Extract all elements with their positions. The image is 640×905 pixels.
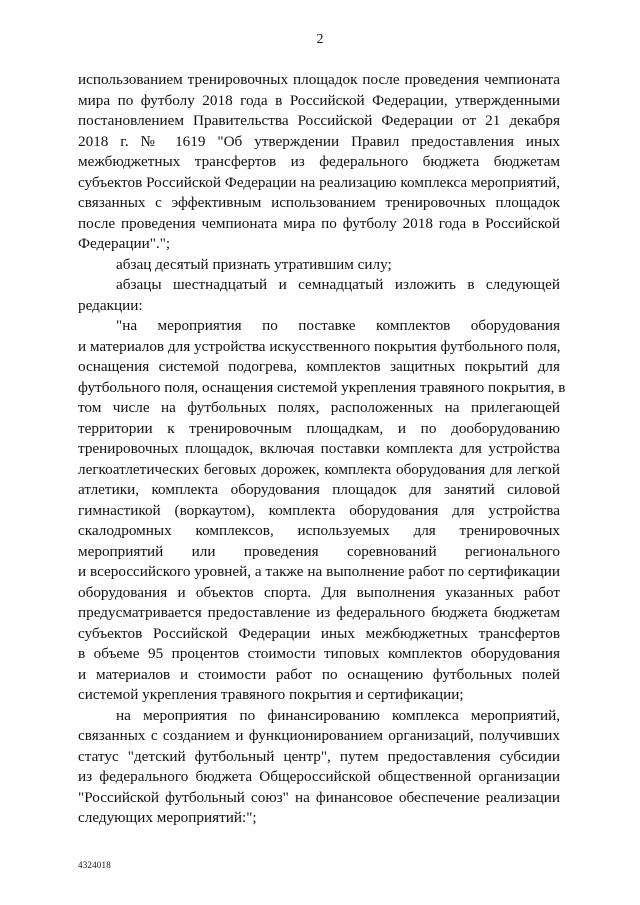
text-line: следующих мероприятий:";	[78, 809, 257, 826]
text-line: 2018 г. № 1619 "Об утверждении Правил предоставления иных	[78, 132, 560, 150]
text-line: том числе на футбольных полях, расположенных на прилегающей	[78, 399, 560, 416]
text-line: Федерации".";	[78, 235, 171, 252]
text-line: межбюджетных трансфертов из федерального бюджета бюджетам	[78, 153, 560, 170]
document-code: 4324018	[78, 860, 111, 870]
text-line: связанных с эффективным использованием тренировочных площадок	[78, 194, 560, 211]
text-line: субъектов Российской Федерации на реализацию комплекса мероприятий,	[78, 173, 560, 191]
text-line: гимнастикой (воркаутом), комплекта оборудования для устройства	[78, 501, 560, 519]
text-line: постановлением Правительства Российской Федерации от 21 декабря	[78, 112, 560, 129]
text-line: абзац десятый признать утратившим силу;	[116, 255, 392, 273]
text-line: статус "детский футбольный центр", путем предоставления субсидии	[78, 747, 560, 765]
text-line: "Российской футбольный союз" на финансовое обеспечение реализации	[78, 788, 560, 806]
text-line: скалодромных комплексов, используемых для тренировочных	[78, 522, 560, 539]
text-line: абзацы шестнадцатый и семнадцатый изложить в следующей	[116, 276, 560, 293]
text-line: субъектов Российской Федерации иных межбюджетных трансфертов	[78, 624, 560, 642]
text-line: тренировочных площадок, включая поставки комплекта для устройства	[78, 440, 560, 457]
text-line: из федерального бюджета Общероссийской общественной организации	[78, 768, 560, 785]
text-line: оборудования и объектов спорта. Для выполнения указанных работ	[78, 583, 560, 601]
text-line: территории к тренировочным площадкам, и по дооборудованию	[78, 419, 560, 437]
text-line: системой укрепления травяного покрытия и сертификации;	[78, 686, 464, 703]
text-line: в объеме 95 процентов стоимости типовых комплектов оборудования	[78, 645, 560, 662]
text-line: футбольного поля, оснащения системой укрепления травяного покрытия, в	[78, 378, 566, 396]
text-line: атлетики, комплекта оборудования площадок для занятий силовой	[78, 481, 560, 498]
text-line: связанных с созданием и функционированием организаций, получивших	[78, 727, 560, 744]
text-line: после проведения чемпионата мира по футболу 2018 года в Российской	[78, 214, 560, 232]
page-number: 2	[316, 32, 324, 47]
text-line: редакции:	[78, 296, 143, 314]
text-line: и материалов для устройства искусственного покрытия футбольного поля,	[78, 337, 561, 355]
document-body	[78, 70, 566, 829]
text-line: и материалов и стоимости работ по оснащению футбольных полей	[78, 665, 560, 683]
text-line: оснащения системой подогрева, комплектов защитных покрытий для	[78, 358, 560, 375]
text-line: использованием тренировочных площадок после проведения чемпионата	[78, 71, 560, 88]
text-line: мира по футболу 2018 года в Российской Федерации, утвержденными	[78, 91, 560, 109]
text-line: предусматривается предоставление из федерального бюджета бюджетам	[78, 604, 560, 621]
text-line: и всероссийского уровней, а также на выполнение работ по сертификации	[78, 563, 560, 580]
text-line: легкоатлетических беговых дорожек, комплекта оборудования для легкой	[78, 460, 560, 478]
text-line: мероприятий или проведения соревнований регионального	[78, 542, 560, 560]
text-line: на мероприятия по финансированию комплекса мероприятий,	[116, 706, 560, 724]
text-line: "на мероприятия по поставке комплектов оборудования	[116, 317, 560, 334]
